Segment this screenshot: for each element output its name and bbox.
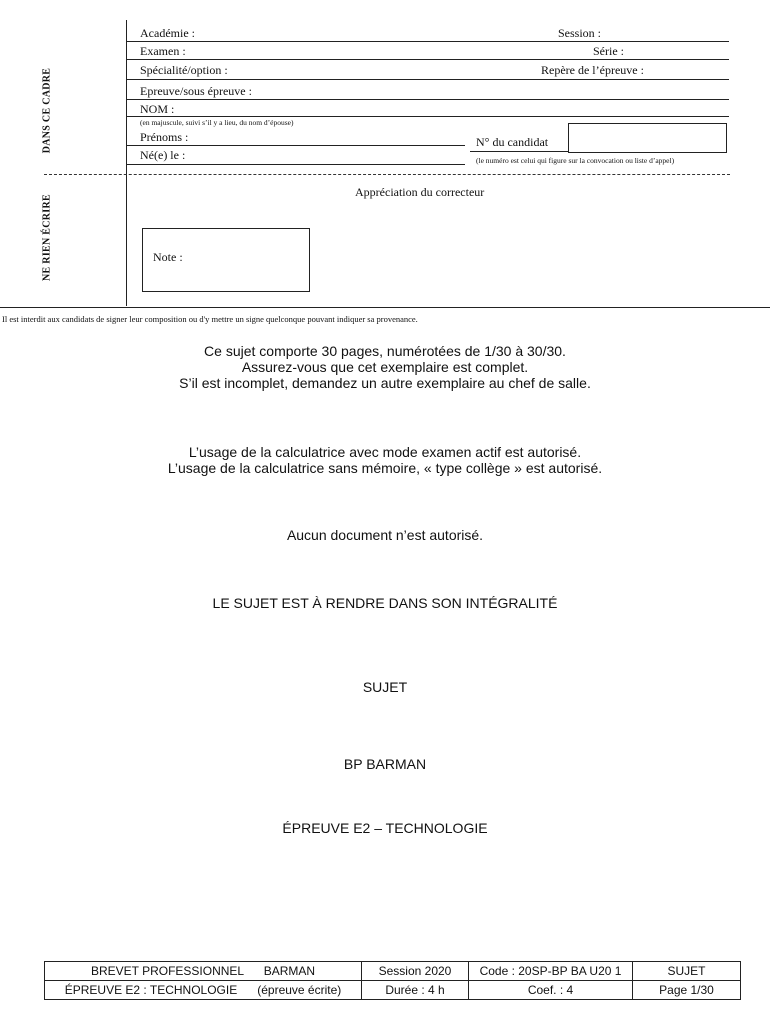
form-rule <box>126 79 729 80</box>
appreciation-label: Appréciation du correcteur <box>355 185 485 199</box>
return-notice: LE SUJET EST À RENDRE DANS SON INTÉGRALITÉ <box>212 595 558 611</box>
form-rule <box>126 41 729 42</box>
form-rule <box>126 59 729 60</box>
numero-candidat-note: (le numéro est celui qui figure sur la convocation ou liste d’appel) <box>476 156 675 165</box>
form-rule <box>126 116 729 117</box>
cut-line <box>44 174 730 175</box>
documents-notice: Aucun document n’est autorisé. <box>286 527 484 543</box>
ne-le-label: Né(e) le : <box>140 148 186 162</box>
footer-epreuve: ÉPREUVE E2 : TECHNOLOGIE <box>64 983 238 997</box>
pages-line-1: Ce sujet comporte 30 pages, numérotées de 1/30 à 30/30. <box>204 343 566 359</box>
form-rule <box>126 164 465 165</box>
footer-row <box>45 962 741 981</box>
footer-session: Session 2020 <box>362 962 469 981</box>
footer-code: Code : 20SP-BP BA U20 1 <box>469 962 633 981</box>
form-rule <box>470 151 568 152</box>
header-separator <box>0 307 770 308</box>
ne-rien-ecrire-label: NE RIEN ÉCRIRE <box>41 194 53 281</box>
sujet-title: SUJET <box>362 679 408 695</box>
calculator-line-2: L’usage de la calculatrice sans mémoire, « type collège » est autorisé. <box>167 460 603 476</box>
calculator-line-1: L’usage de la calculatrice avec mode examen actif est autorisé. <box>188 444 582 460</box>
repere-label: Repère de l’épreuve : <box>541 63 644 77</box>
form-rule <box>126 145 465 146</box>
pages-line-3: S’il est incomplet, demandez un autre exemplaire au chef de salle. <box>179 375 591 391</box>
footer-mode: (épreuve écrite) <box>257 983 342 997</box>
dans-ce-cadre-label: DANS CE CADRE <box>41 67 53 154</box>
specialite-label: Spécialité/option : <box>140 63 228 77</box>
examen-label: Examen : <box>140 44 186 58</box>
epreuve-title: ÉPREUVE E2 – TECHNOLOGIE <box>282 820 488 836</box>
nom-note: (en majuscule, suivi s’il y a lieu, du nom d’épouse) <box>140 118 294 127</box>
form-left-border <box>126 20 127 306</box>
footer-page: Page 1/30 <box>633 981 741 1000</box>
footer-diplome-cell <box>45 962 362 981</box>
nom-label: NOM : <box>140 102 175 116</box>
note-label: Note : <box>153 250 183 264</box>
pages-line-2: Assurez-vous que cet exemplaire est complet. <box>241 359 529 375</box>
epreuve-sous-label: Epreuve/sous épreuve : <box>140 84 252 98</box>
footer-table <box>44 961 741 1000</box>
session-label: Session : <box>558 26 602 40</box>
numero-candidat-label: N° du candidat <box>476 135 549 149</box>
interdit-notice: Il est interdit aux candidats de signer leur composition ou d'y mettre un signe quelconque pouvant indiquer sa provenance. <box>2 314 418 324</box>
prenoms-label: Prénoms : <box>140 130 189 144</box>
footer-specialite: BARMAN <box>263 964 316 978</box>
footer-epreuve-cell <box>45 981 362 1000</box>
footer-coef: Coef. : 4 <box>469 981 633 1000</box>
footer-duree: Durée : 4 h <box>362 981 469 1000</box>
note-box <box>142 228 310 292</box>
numero-candidat-box <box>568 123 727 153</box>
footer-row <box>45 981 741 1000</box>
form-rule <box>126 99 729 100</box>
footer-type: SUJET <box>633 962 741 981</box>
academie-label: Académie : <box>140 26 195 40</box>
footer-diplome: BREVET PROFESSIONNEL <box>90 964 244 978</box>
diplome-title: BP BARMAN <box>343 756 427 772</box>
serie-label: Série : <box>593 44 624 58</box>
